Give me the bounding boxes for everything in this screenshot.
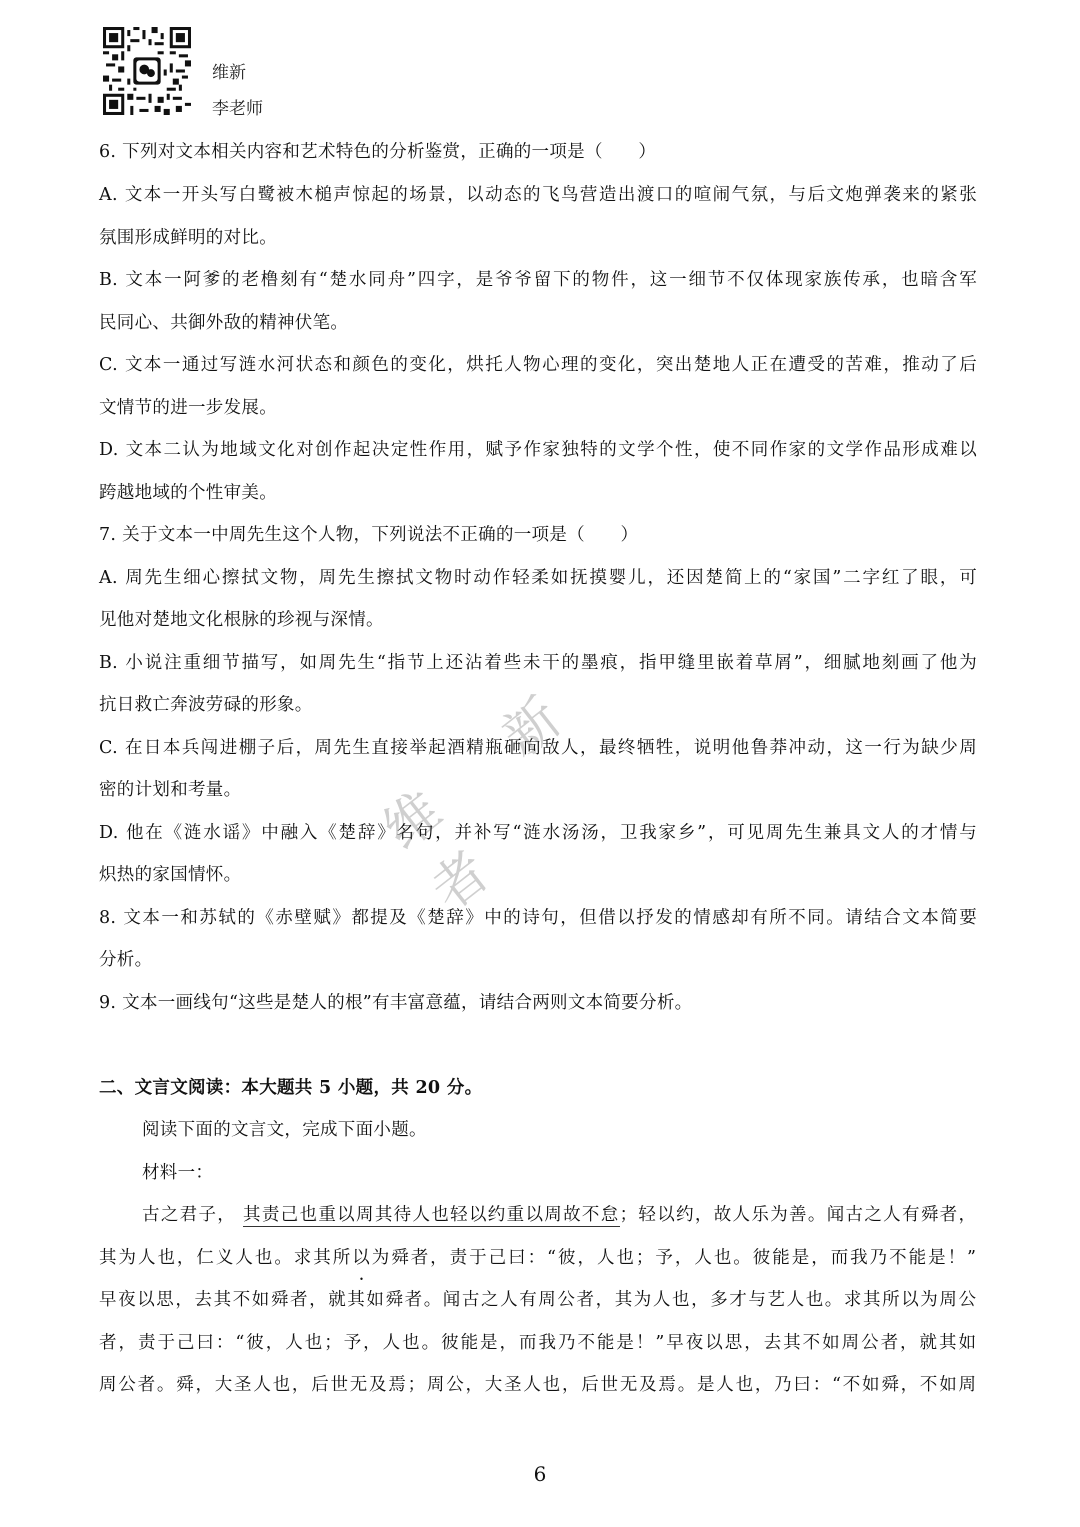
q6-option-a-line2: 氛围形成鲜明的对比。 <box>99 228 277 248</box>
q8-line1: 8. 文本一和苏轼的《赤壁赋》都提及《楚辞》中的诗句，但借以抒发的情感却有所不同。请结合文本简要 <box>99 908 977 928</box>
q8-line2: 分析。 <box>99 950 153 970</box>
q6-option-a-line1: A. 文本一开头写白鹭被木槌声惊起的场景，以动态的飞鸟营造出渡口的喧闹气氛，与后文炮弹袭来的紧张 <box>99 185 977 205</box>
classical-paragraph-line1 <box>142 1203 977 1227</box>
q7-option-b-line1: B. 小说注重细节描写，如周先生“指节上还沾着些未干的墨痕，指甲缝里嵌着草屑”，细腻地刻画了他为 <box>99 653 977 673</box>
classical-paragraph-line2 <box>99 1246 977 1270</box>
qr-code-image <box>103 27 191 115</box>
q7-stem: 7. 关于文本一中周先生这个人物，下列说法不正确的一项是（ ） <box>99 525 639 545</box>
q6-option-b-line2: 民同心、共御外敌的精神伏笔。 <box>99 313 349 333</box>
q7-option-a-line1: A. 周先生细心擦拭文物，周先生擦拭文物时动作轻柔如抚摸婴儿，还因楚简上的“家国”二字红了眼，可 <box>99 568 977 588</box>
q7-option-c-line2: 密的计划和考量。 <box>99 780 242 800</box>
classical-line1-end: ；轻以约，故人乐为善。闻古之人有舜者， <box>619 1205 977 1225</box>
q6-option-c-line2: 文情节的进一步发展。 <box>99 398 277 418</box>
q7-option-a-line2: 见他对楚地文化根脉的珍视与深情。 <box>99 610 384 630</box>
q7-option-b-line2: 抗日救亡奔波劳碌的形象。 <box>99 695 313 715</box>
q6-option-c-line1: C. 文本一通过写涟水河状态和颜色的变化，烘托人物心理的变化，突出楚地人正在遭受的苦难，推动了后 <box>99 355 977 375</box>
q6-option-b-line1: B. 文本一阿爹的老橹刻有“楚水同舟”四字，是爷爷留下的物件，这一细节不仅体现家族传承，也暗含军 <box>99 270 977 290</box>
page-number: 6 <box>533 1462 547 1486</box>
classical-paragraph-line4: 者，责于己曰：“彼，人也；予，人也。彼能是，而我乃不能是！”早夜以思，去其不如周公者，就其如 <box>99 1333 977 1353</box>
q6-stem: 6. 下列对文本相关内容和艺术特色的分析鉴赏，正确的一项是（ ） <box>99 142 657 162</box>
dotted-character: 以 <box>352 1248 372 1268</box>
q7-option-d-line2: 炽热的家国情怀。 <box>99 865 242 885</box>
classical-line2-start: 其为人也，仁义人也。求其所 <box>99 1248 353 1268</box>
section2-intro: 阅读下面的文言文，完成下面小题。 <box>142 1120 427 1140</box>
q7-option-c-line1: C. 在日本兵闯进棚子后，周先生直接举起酒精瓶砸向敌人，最终牺牲，说明他鲁莽冲动，这一行为缺少周 <box>99 738 977 758</box>
watermark-text: 维 新 者 <box>372 661 604 923</box>
q6-option-d-line2: 跨越地域的个性审美。 <box>99 483 277 503</box>
section2-heading: 二、文言文阅读：本大题共 5 小题，共 20 分。 <box>99 1078 483 1098</box>
classical-paragraph-line3: 早夜以思，去其不如舜者，就其如舜者。闻古之人有周公者，其为人也，多才与艺人也。求其所以为周公 <box>99 1290 977 1310</box>
classical-line1-start: 古之君子， <box>142 1205 237 1225</box>
q7-option-d-line1: D. 他在《涟水谣》中融入《楚辞》名句，并补写“涟水汤汤，卫我家乡”，可见周先生兼具文人的才情与 <box>99 823 977 843</box>
material-label: 材料一： <box>142 1163 214 1183</box>
classical-line2-end: 为舜者，责于己曰：“彼，人也；予，人也。彼能是，而我乃不能是！” <box>371 1248 978 1268</box>
brand-teacher: 李老师 <box>212 99 263 119</box>
underlined-sentence: 其责己也重以周其待人也轻以约重以周故不怠 <box>243 1205 620 1225</box>
brand-name: 维新 <box>212 63 246 83</box>
q6-option-d-line1: D. 文本二认为地域文化对创作起决定性作用，赋予作家独特的文学个性，使不同作家的文学作品形成难以 <box>99 440 977 460</box>
q9-line1: 9. 文本一画线句“这些是楚人的根”有丰富意蕴，请结合两则文本简要分析。 <box>99 993 693 1013</box>
classical-paragraph-line5: 周公者。舜，大圣人也，后世无及焉；周公，大圣人也，后世无及焉。是人也，乃曰：“不如舜，不如周 <box>99 1375 977 1395</box>
